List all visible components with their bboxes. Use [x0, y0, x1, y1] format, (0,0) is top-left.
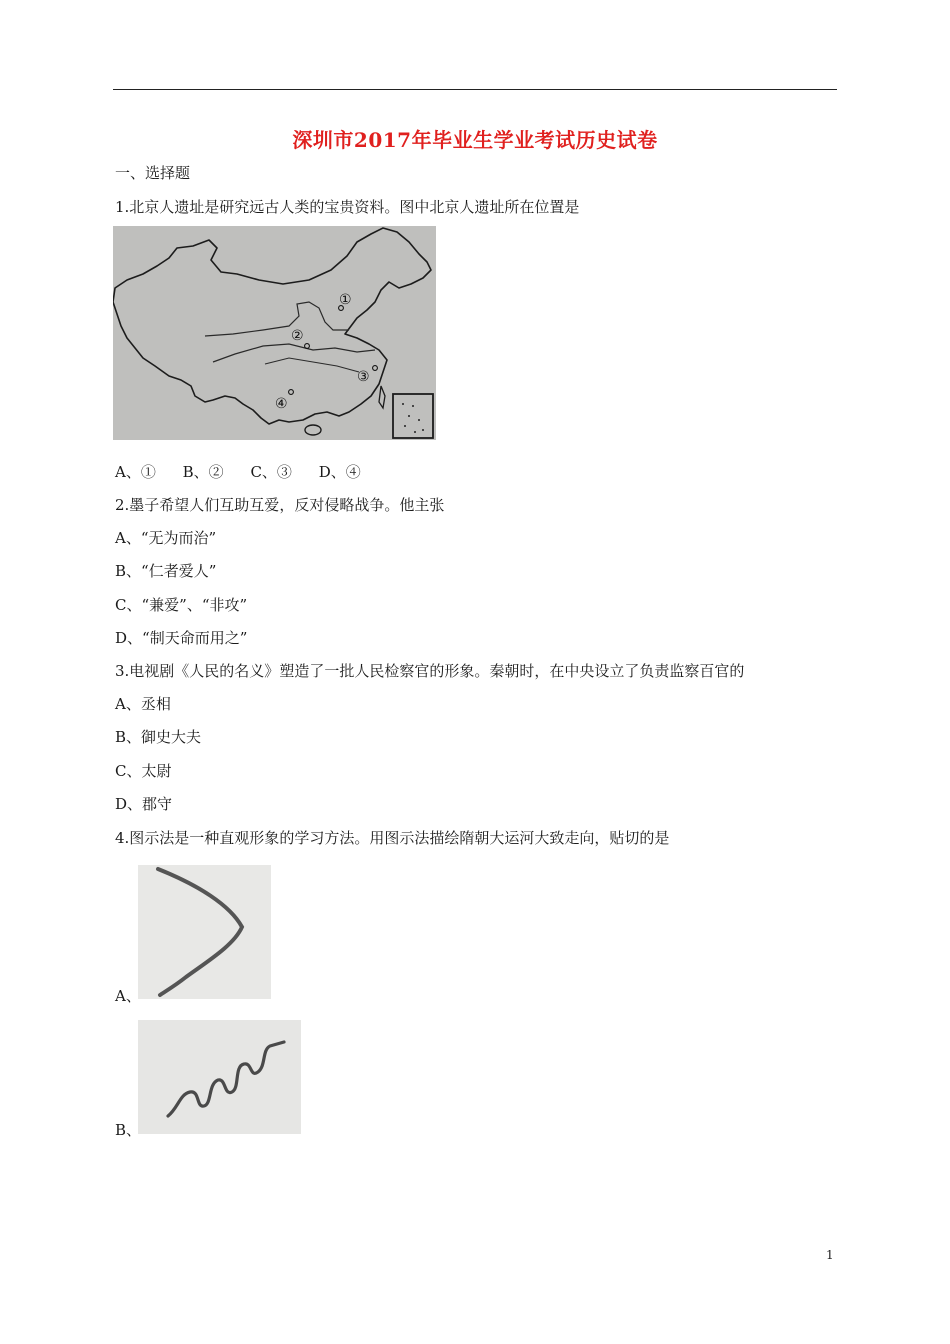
canal-sketch-b-image: [138, 1020, 301, 1134]
question-4-stem: 4.图示法是一种直观形象的学习方法。用图示法描绘隋朝大运河大致走向，贴切的是: [115, 829, 670, 847]
q3-option-c: C、太尉: [115, 762, 172, 780]
header-rule: [113, 89, 837, 90]
question-3-stem: 3.电视剧《人民的名义》塑造了一批人民检察官的形象。秦朝时，在中央设立了负责监察百官的: [115, 662, 745, 680]
q3-option-b: B、御史大夫: [115, 728, 202, 746]
q2-option-a: A、“无为而治”: [115, 529, 217, 547]
svg-text:③: ③: [357, 369, 370, 385]
canal-sketch-a-image: [138, 865, 271, 999]
q2-option-c: C、“兼爱”、“非攻”: [115, 596, 248, 614]
q2-option-b: B、“仁者爱人”: [115, 562, 217, 580]
map-marker-1: [339, 292, 352, 310]
q1-option-d: D、④: [318, 463, 361, 481]
question-1-options: [115, 462, 383, 482]
q3-option-d: D、郡守: [115, 795, 173, 813]
question-1-stem: 1.北京人遗址是研究远古人类的宝贵资料。图中北京人遗址所在位置是: [115, 198, 580, 216]
svg-text:①: ①: [339, 292, 352, 308]
svg-text:④: ④: [275, 396, 288, 412]
svg-text:②: ②: [291, 328, 304, 344]
q3-option-a: A、丞相: [115, 695, 171, 713]
china-map-image: [113, 226, 436, 440]
q1-option-b: B、②: [182, 463, 224, 481]
q1-option-c: C、③: [250, 463, 292, 481]
question-2-stem: 2.墨子希望人们互助互爱，反对侵略战争。他主张: [115, 496, 445, 514]
page-number: 1: [826, 1248, 834, 1262]
q4-option-b-label: B、: [115, 1121, 142, 1139]
q1-option-a: A、①: [115, 463, 156, 481]
q2-option-d: D、“制天命而用之”: [115, 629, 248, 647]
section-heading: 一、选择题: [115, 164, 191, 182]
exam-title: 深圳市2017年毕业生学业考试历史试卷: [292, 128, 658, 152]
q4-option-a-label: A、: [115, 987, 141, 1005]
